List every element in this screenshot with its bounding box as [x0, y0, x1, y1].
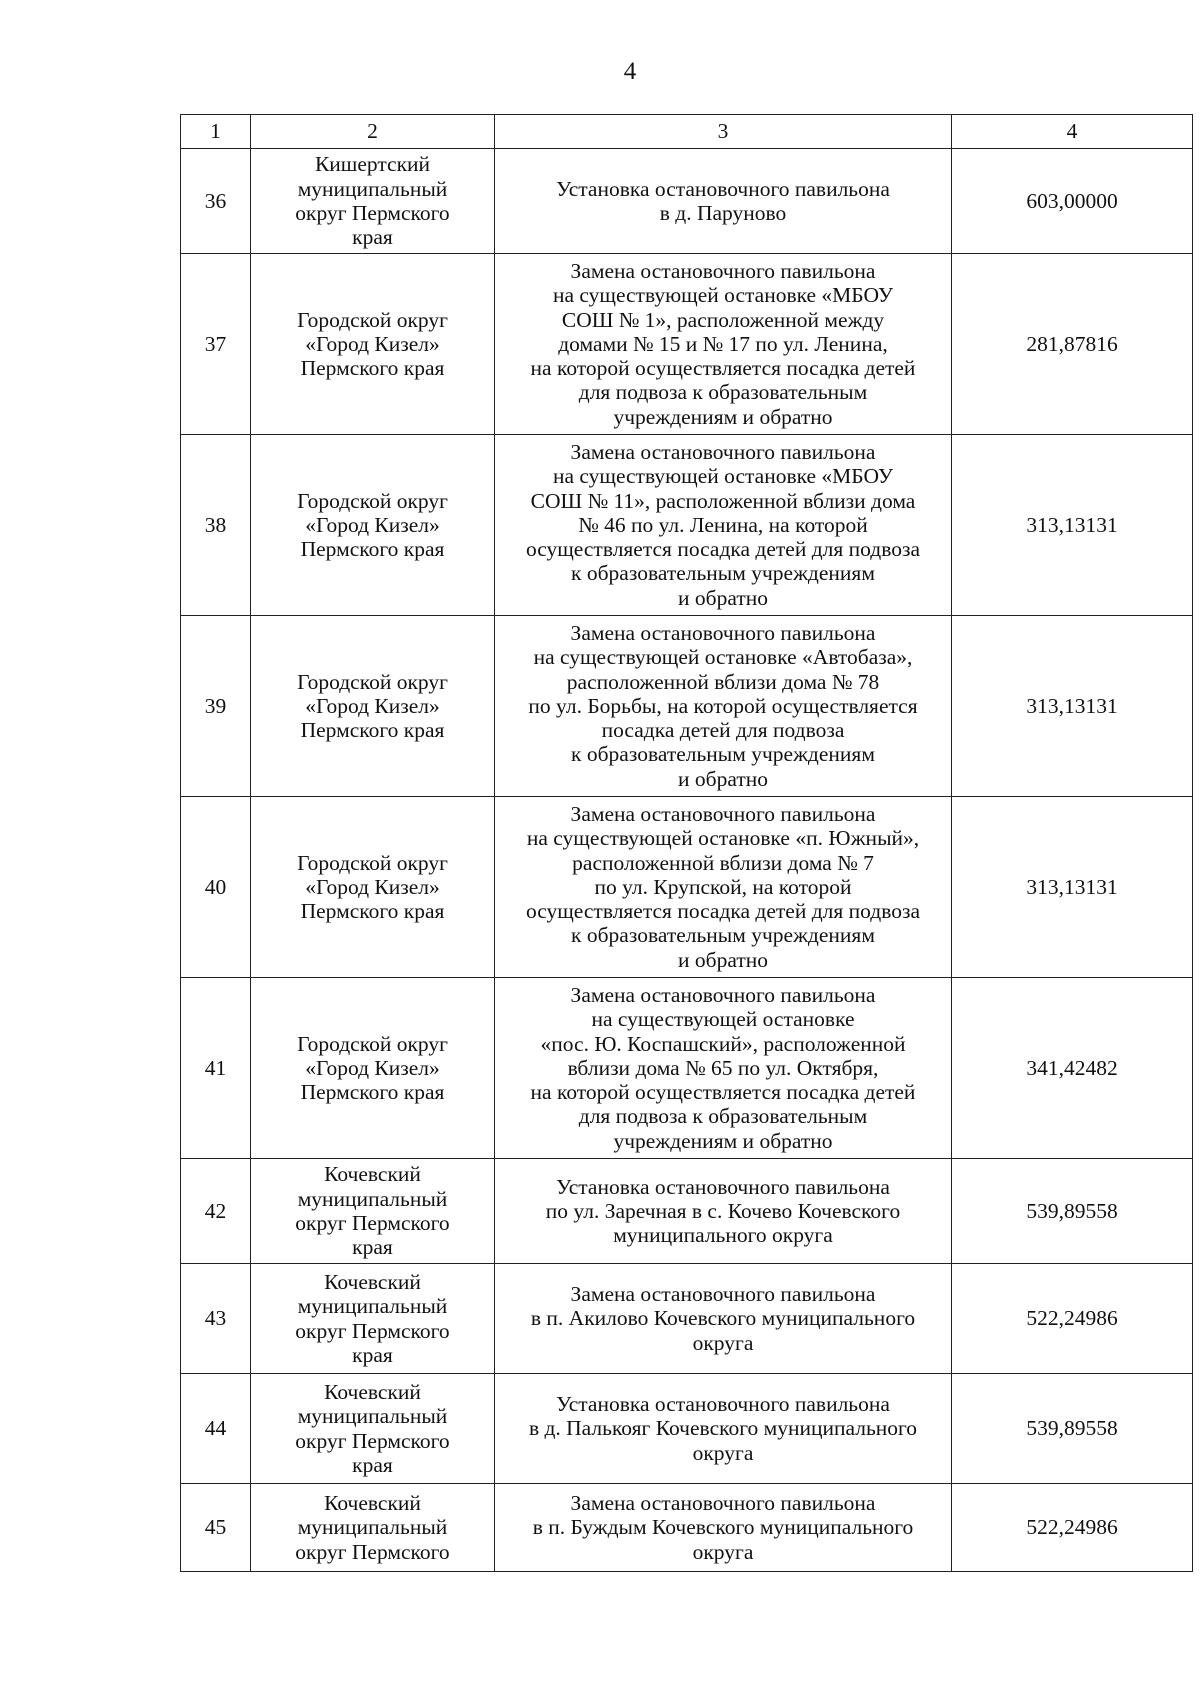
table-row: [181, 1484, 1193, 1572]
description-text: Замена остановочного павильона на существующей остановке «п. Южный», расположенной вблизи дома № 7 по ул. Крупской, на которой осуществляется посадка детей для подвоза к образовательным учреждениям и обратно: [525, 801, 921, 972]
header-cell-2: 2: [251, 115, 495, 149]
description-cell: [495, 1159, 952, 1264]
description-cell: [495, 1264, 952, 1374]
header-cell-4: 4: [952, 115, 1193, 149]
description-cell: [495, 1484, 952, 1572]
description-text: Установка остановочного павильона в д. Паруново: [556, 176, 890, 225]
amount-cell: 281,87816: [952, 254, 1193, 435]
page-number: 4: [623, 58, 637, 85]
district-cell: [251, 435, 495, 616]
description-text: Замена остановочного павильона в п. Акилово Кочевского муниципального округа: [530, 1282, 916, 1355]
district-text: Кишертский муниципальный округ Пермского края: [295, 152, 450, 250]
row-number: 40: [181, 797, 251, 978]
district-text: Городской округ «Город Кизел» Пермского края: [297, 307, 448, 381]
district-cell: [251, 254, 495, 435]
table-header-row: [181, 115, 1193, 149]
header-cell-3: 3: [495, 115, 952, 149]
description-cell: [495, 616, 952, 797]
district-cell: [251, 1264, 495, 1374]
description-text: Установка остановочного павильона по ул. Заречная в с. Кочево Кочевского муниципального округа: [545, 1174, 901, 1248]
description-cell: [495, 149, 952, 254]
district-text: Кочевский муниципальный округ Пермского края: [295, 1379, 450, 1477]
row-number: 38: [181, 435, 251, 616]
amount-cell: 341,42482: [952, 978, 1193, 1159]
description-text: Замена остановочного павильона на существующей остановке «Автобаза», расположенной вблизи дома № 78 по ул. Борьбы, на которой осуществляется посадка детей для подвоза к образовательным учреждениям и обратно: [528, 620, 918, 791]
description-cell: [495, 797, 952, 978]
table-row: [181, 1159, 1193, 1264]
row-number: 36: [181, 149, 251, 254]
district-text: Кочевский муниципальный округ Пермского края: [295, 1269, 450, 1367]
table-row: [181, 435, 1193, 616]
row-number: 42: [181, 1159, 251, 1264]
amount-cell: 522,24986: [952, 1484, 1193, 1572]
district-cell: [251, 149, 495, 254]
district-text: Кочевский муниципальный округ Пермского края: [295, 1162, 450, 1260]
amount-cell: 539,89558: [952, 1374, 1193, 1484]
row-number: 45: [181, 1484, 251, 1572]
row-number: 41: [181, 978, 251, 1159]
description-cell: [495, 978, 952, 1159]
description-cell: [495, 435, 952, 616]
district-text: Городской округ «Город Кизел» Пермского края: [297, 488, 448, 562]
district-cell: [251, 1374, 495, 1484]
district-text: Городской округ «Город Кизел» Пермского края: [297, 669, 448, 743]
description-text: Замена остановочного павильона на существующей остановке «МБОУ СОШ № 1», расположенной между домами № 15 и № 17 по ул. Ленина, на которой осуществляется посадка детей для подвоза к образовательным учреждениям и обратно: [530, 258, 916, 429]
district-cell: [251, 1484, 495, 1572]
amount-cell: 539,89558: [952, 1159, 1193, 1264]
amount-cell: 313,13131: [952, 616, 1193, 797]
row-number: 43: [181, 1264, 251, 1374]
district-text: Городской округ «Город Кизел» Пермского края: [297, 1031, 448, 1105]
description-cell: [495, 254, 952, 435]
table-row: [181, 797, 1193, 978]
amount-cell: 522,24986: [952, 1264, 1193, 1374]
table-row: [181, 1264, 1193, 1374]
description-cell: [495, 1374, 952, 1484]
description-text: Замена остановочного павильона на существующей остановке «МБОУ СОШ № 11», расположенной вблизи дома № 46 по ул. Ленина, на которой осуществляется посадка детей для подвоза к образовательным учреждениям и обратно: [525, 439, 921, 610]
amount-cell: 313,13131: [952, 797, 1193, 978]
table-row: [181, 149, 1193, 254]
table-row: [181, 978, 1193, 1159]
header-cell-1: 1: [181, 115, 251, 149]
row-number: 44: [181, 1374, 251, 1484]
description-text: Установка остановочного павильона в д. Палькояг Кочевского муниципального округа: [528, 1392, 918, 1465]
district-text: Кочевский муниципальный округ Пермского: [295, 1491, 450, 1564]
pavilion-table: [180, 114, 1193, 1572]
district-cell: [251, 1159, 495, 1264]
district-cell: [251, 797, 495, 978]
district-cell: [251, 978, 495, 1159]
district-text: Городской округ «Город Кизел» Пермского края: [297, 850, 448, 924]
description-text: Замена остановочного павильона в п. Буждым Кочевского муниципального округа: [532, 1491, 914, 1564]
table-row: [181, 616, 1193, 797]
description-text: Замена остановочного павильона на существующей остановке «пос. Ю. Коспашский», расположенной вблизи дома № 65 по ул. Октября, на которой осуществляется посадка детей для подвоза к образовательным учреждениям и обратно: [530, 982, 916, 1153]
amount-cell: 603,00000: [952, 149, 1193, 254]
table-row: [181, 1374, 1193, 1484]
table-row: [181, 254, 1193, 435]
row-number: 37: [181, 254, 251, 435]
district-cell: [251, 616, 495, 797]
row-number: 39: [181, 616, 251, 797]
amount-cell: 313,13131: [952, 435, 1193, 616]
